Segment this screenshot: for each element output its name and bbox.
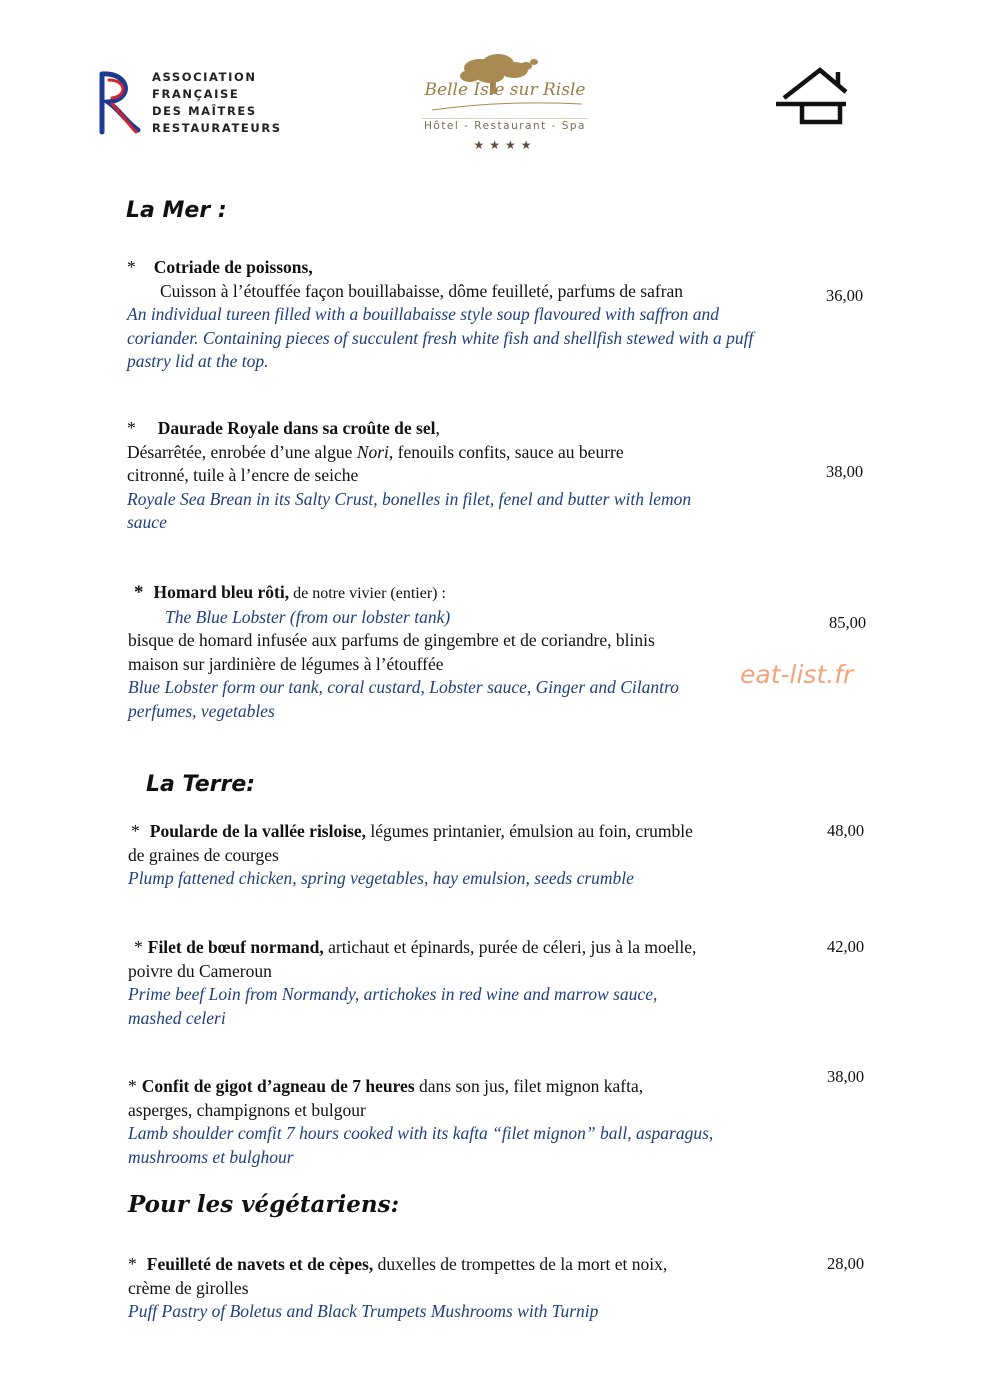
item-description: asperges, champignons et bulgour <box>128 1099 366 1120</box>
item-english: mashed celeri <box>128 1007 226 1028</box>
section-title-la-mer: La Mer : <box>126 198 227 223</box>
item-description: citronné, tuile à l’encre de seiche <box>127 465 359 485</box>
hotel-name: Belle Isle sur Risle <box>424 80 586 100</box>
menu-item-gigot-agneau: * Confit de gigot d’agneau de 7 heures dans son jus, filet mignon kafta, asperges, champignons et bulgour Lamb shoulder comfit 7 hours cooked with its kafta “filet mignon” ball, asparagus, mushrooms et bulghour <box>128 1075 818 1169</box>
maitres-restaurateurs-logo <box>96 70 142 136</box>
menu-item-feuillete: * Feuilleté de navets et de cèpes, duxelles de trompettes de la mort et noix, crème de girolles Puff Pastry of Boletus and Black Trumpets Mushrooms with Turnip <box>128 1253 818 1324</box>
fait-maison-house-icon <box>772 66 850 126</box>
hotel-stars: ★★★★ <box>473 138 537 152</box>
hotel-logo <box>402 52 608 162</box>
item-english: Prime beef Loin from Normandy, artichokes in red wine and marrow sauce, <box>128 984 658 1004</box>
item-name: Poularde de la vallée risloise, <box>149 821 367 841</box>
menu-item-daurade: * Daurade Royale dans sa croûte de sel, Désarrêtée, enrobée d’une algue Nori, fenouils confits, sauce au beurre citronné, tuile à l’encre de seiche Royale Sea Brean in its Salty Crust, bonelles in filet, fenel and butter with lemon sauce <box>127 417 817 535</box>
item-name: Filet de bœuf normand, <box>147 937 324 957</box>
menu-item-homard: * Homard bleu rôti, de notre vivier (entier) : The Blue Lobster (from our lobster tank) bisque de homard infusée aux parfums de gingembre et de coriandre, blinis maison sur jardinière de légumes à l’étouffée Blue Lobster form our tank, coral custard, Lobster sauce, Ginger and Cilantro perfumes, vegetables <box>128 581 818 723</box>
watermark: eat-list.fr <box>740 660 854 689</box>
item-english: coriander. Containing pieces of succulent fresh white fish and shellfish stewed with a puff <box>127 327 754 348</box>
item-description: maison sur jardinière de légumes à l’étouffée <box>128 653 444 674</box>
item-description: poivre du Cameroun <box>128 960 272 981</box>
item-description: crème de girolles <box>128 1277 249 1298</box>
section-title-la-terre: La Terre: <box>146 772 256 797</box>
item-english-subtitle: The Blue Lobster (from our lobster tank) <box>165 606 451 627</box>
item-description: Cuisson à l’étouffée façon bouillabaisse, dôme feuilleté, parfums de safran <box>160 280 684 301</box>
item-name: Feuilleté de navets et de cèpes, <box>146 1254 374 1274</box>
section-title-vegetariens: Pour les végétariens: <box>128 1191 400 1218</box>
association-name: ASSOCIATION FRANÇAISE DES MAÎTRES RESTAURATEURS <box>152 70 282 135</box>
item-price: 48,00 <box>827 821 865 840</box>
item-name: Homard bleu rôti, <box>153 582 290 602</box>
item-price: 28,00 <box>827 1254 865 1273</box>
item-name: Daurade Royale dans sa croûte de sel <box>157 418 436 438</box>
item-bullet: * <box>128 1254 137 1274</box>
item-english: An individual tureen filled with a bouillabaisse style soup flavoured with saffron and <box>127 304 720 324</box>
item-english: perfumes, vegetables <box>128 700 275 721</box>
menu-item-poularde: * Poularde de la vallée risloise, légumes printanier, émulsion au foin, crumble de graines de courges Plump fattened chicken, spring vegetables, hay emulsion, seeds crumble <box>128 820 818 891</box>
item-price: 38,00 <box>827 1067 865 1086</box>
item-price: 85,00 <box>829 613 867 632</box>
item-description: bisque de homard infusée aux parfums de gingembre et de coriandre, blinis <box>128 630 655 650</box>
item-english: Lamb shoulder comfit 7 hours cooked with its kafta “filet mignon” ball, asparagus, <box>128 1123 714 1143</box>
item-english: mushrooms et bulghour <box>128 1146 294 1167</box>
item-price: 38,00 <box>826 462 864 481</box>
item-name: Cotriade de poissons, <box>153 257 313 277</box>
nori-emphasis: Nori <box>356 441 389 462</box>
item-english: Plump fattened chicken, spring vegetables, hay emulsion, seeds crumble <box>128 868 634 888</box>
item-english: pastry lid at the top. <box>127 351 269 371</box>
item-price: 42,00 <box>827 937 865 956</box>
hotel-tagline: Hôtel - Restaurant - Spa <box>424 120 586 132</box>
item-price: 36,00 <box>826 286 864 305</box>
item-bullet: * <box>134 937 143 957</box>
item-bullet: * <box>131 821 140 841</box>
item-english: sauce <box>127 512 167 532</box>
item-english: Royale Sea Brean in its Salty Crust, bonelles in filet, fenel and butter with lemon <box>127 488 692 509</box>
item-bullet: * <box>127 418 136 438</box>
item-name: Confit de gigot d’agneau de 7 heures <box>141 1076 415 1096</box>
item-description: Désarrêtée, enrobée d’une algue Nori, fenouils confits, sauce au beurre <box>127 441 624 462</box>
menu-item-filet-boeuf: * Filet de bœuf normand, artichaut et épinards, purée de céleri, jus à la moelle, poivre du Cameroun Prime beef Loin from Normandy, artichokes in red wine and marrow sauce, mashed celeri <box>128 936 818 1030</box>
item-bullet: * <box>127 257 136 277</box>
menu-item-cotriade <box>127 256 817 374</box>
item-english: Puff Pastry of Boletus and Black Trumpets Mushrooms with Turnip <box>128 1301 599 1321</box>
item-bullet: * <box>134 582 144 603</box>
item-description: de graines de courges <box>128 844 279 865</box>
item-english: Blue Lobster form our tank, coral custard, Lobster sauce, Ginger and Cilantro <box>128 677 679 697</box>
item-bullet: * <box>128 1076 137 1096</box>
